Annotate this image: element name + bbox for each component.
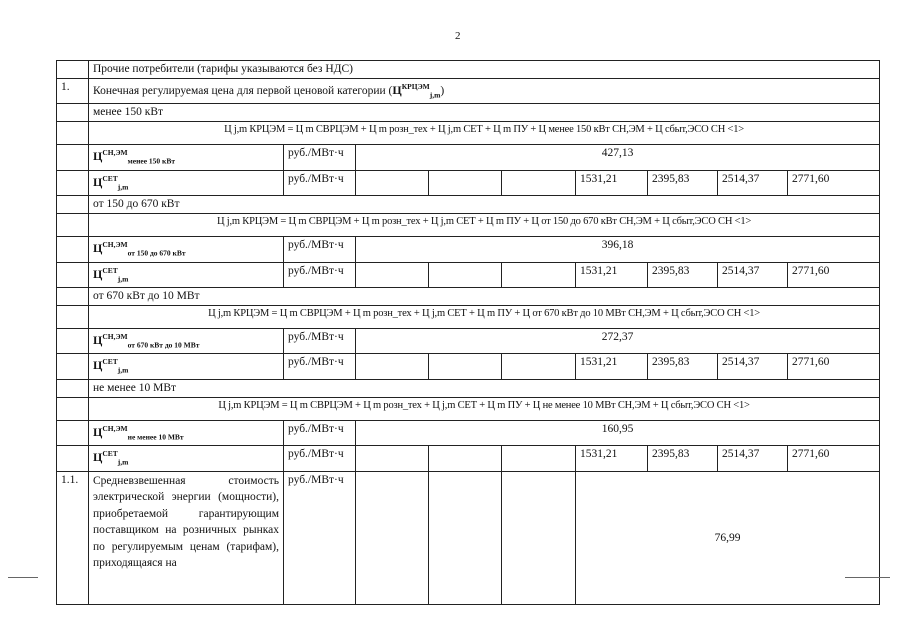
sn-component-label <box>89 328 284 353</box>
set-component-label-symbol: $Ц^{СЕТ}_{j,m}$ <box>93 357 129 375</box>
tariff-table <box>56 60 880 605</box>
set-component-row <box>57 170 880 195</box>
unit: руб./МВт·ч <box>284 328 356 353</box>
sn-value: 427,13 <box>356 145 880 170</box>
group-label: не менее 10 МВт <box>89 379 880 397</box>
group-label-row <box>57 287 880 305</box>
pricing-formula: Ц j,m КРЦЭМ = Ц m СВРЦЭМ + Ц m розн_тех + Ц j,m СЕТ + Ц m ПУ + Ц от 670 кВт до 10 МВт СН,ЭМ + Ц сбыт,ЭСО СН <1> <box>89 305 880 328</box>
tariff-table-wrapper <box>56 60 879 605</box>
formula-row <box>57 305 880 328</box>
scan-dash <box>8 577 38 578</box>
set-value: 2395,83 <box>648 354 718 379</box>
sn-component-label-symbol: $Ц^{СН,ЭМ}_{от 150 до 670 кВт}$ <box>93 240 186 258</box>
set-component-row <box>57 446 880 471</box>
set-value: 2771,60 <box>788 446 880 471</box>
section-title: Прочие потребители (тарифы указываются без НДС) <box>89 61 880 79</box>
page-number: 2 <box>455 30 461 42</box>
set-value: 2395,83 <box>648 170 718 195</box>
sn-value: 272,37 <box>356 328 880 353</box>
item-1-1-value: 76,99 <box>576 471 880 604</box>
formula-row <box>57 122 880 145</box>
group-label-row <box>57 196 880 214</box>
formula-row <box>57 214 880 237</box>
pricing-formula: Ц j,m КРЦЭМ = Ц m СВРЦЭМ + Ц m розн_тех + Ц j,m СЕТ + Ц m ПУ + Ц не менее 10 МВт СН,ЭМ + Ц сбыт,ЭСО СН <1> <box>89 397 880 420</box>
sn-component-label <box>89 420 284 445</box>
sn-value: 396,18 <box>356 237 880 262</box>
price-symbol: $Ц^{КРЦЭМ}_{j,m}$ <box>392 82 441 100</box>
group-label: менее 150 кВт <box>89 104 880 122</box>
set-value: 2514,37 <box>718 170 788 195</box>
set-value: 1531,21 <box>576 446 648 471</box>
sn-component-row <box>57 328 880 353</box>
unit: руб./МВт·ч <box>284 145 356 170</box>
set-component-label-symbol: $Ц^{СЕТ}_{j,m}$ <box>93 173 129 192</box>
item-1-row <box>57 79 880 104</box>
pricing-formula: Ц j,m КРЦЭМ = Ц m СВРЦЭМ + Ц m розн_тех + Ц j,m СЕТ + Ц m ПУ + Ц от 150 до 670 кВт СН,ЭМ + Ц сбыт,ЭСО СН <1> <box>89 214 880 237</box>
set-value: 1531,21 <box>576 354 648 379</box>
group-label-row <box>57 379 880 397</box>
item-1-1-row <box>57 471 880 604</box>
set-value: 2514,37 <box>718 446 788 471</box>
sn-component-row <box>57 237 880 262</box>
item-1-1-unit: руб./МВт·ч <box>284 471 356 604</box>
set-value: 2395,83 <box>648 446 718 471</box>
group-label: от 670 кВт до 10 МВт <box>89 287 880 305</box>
set-value: 1531,21 <box>576 262 648 287</box>
set-value: 2514,37 <box>718 262 788 287</box>
sn-component-row <box>57 420 880 445</box>
formula-row <box>57 397 880 420</box>
sn-component-label-symbol: $Ц^{СН,ЭМ}_{от 670 кВт до 10 МВт}$ <box>93 331 200 350</box>
unit: руб./МВт·ч <box>284 262 356 287</box>
scan-dash <box>845 577 890 578</box>
group-label: от 150 до 670 кВт <box>89 196 880 214</box>
unit: руб./МВт·ч <box>284 170 356 195</box>
group-label-row <box>57 104 880 122</box>
set-value: 1531,21 <box>576 170 648 195</box>
pricing-formula: Ц j,m КРЦЭМ = Ц m СВРЦЭМ + Ц m розн_тех + Ц j,m СЕТ + Ц m ПУ + Ц менее 150 кВт СН,ЭМ + Ц сбыт,ЭСО СН <1> <box>89 122 880 145</box>
section-title-row <box>57 61 880 79</box>
set-component-row <box>57 354 880 379</box>
sn-value: 160,95 <box>356 420 880 445</box>
sn-component-label <box>89 237 284 262</box>
item-1-number: 1. <box>57 79 89 104</box>
unit: руб./МВт·ч <box>284 237 356 262</box>
unit: руб./МВт·ч <box>284 420 356 445</box>
set-component-label <box>89 262 284 287</box>
item-1-title: Конечная регулируемая цена для первой ценовой категории $(Ц^{КРЦЭМ}_{j,m})$ <box>89 79 880 104</box>
set-value: 2514,37 <box>718 354 788 379</box>
sn-component-label-symbol: $Ц^{СН,ЭМ}_{менее 150 кВт}$ <box>93 148 176 166</box>
sn-component-row <box>57 145 880 170</box>
unit: руб./МВт·ч <box>284 354 356 379</box>
set-value: 2771,60 <box>788 262 880 287</box>
set-value: 2771,60 <box>788 170 880 195</box>
set-value: 2771,60 <box>788 354 880 379</box>
item-1-1-description: Средневзвешенная стоимость электрической энергии (мощности), приобретаемой гарантирующим поставщиком на розничных рынках по регулируемым ценам (тарифам), приходящаяся на <box>89 471 284 604</box>
set-component-label <box>89 170 284 195</box>
sn-component-label <box>89 145 284 170</box>
item-1-1-number: 1.1. <box>57 471 89 604</box>
set-component-label-symbol: $Ц^{СЕТ}_{j,m}$ <box>93 449 129 467</box>
set-value: 2395,83 <box>648 262 718 287</box>
unit: руб./МВт·ч <box>284 446 356 471</box>
sn-component-label-symbol: $Ц^{СН,ЭМ}_{не менее 10 МВт}$ <box>93 423 184 442</box>
set-component-row <box>57 262 880 287</box>
set-component-label <box>89 354 284 379</box>
set-component-label <box>89 446 284 471</box>
set-component-label-symbol: $Ц^{СЕТ}_{j,m}$ <box>93 265 129 283</box>
